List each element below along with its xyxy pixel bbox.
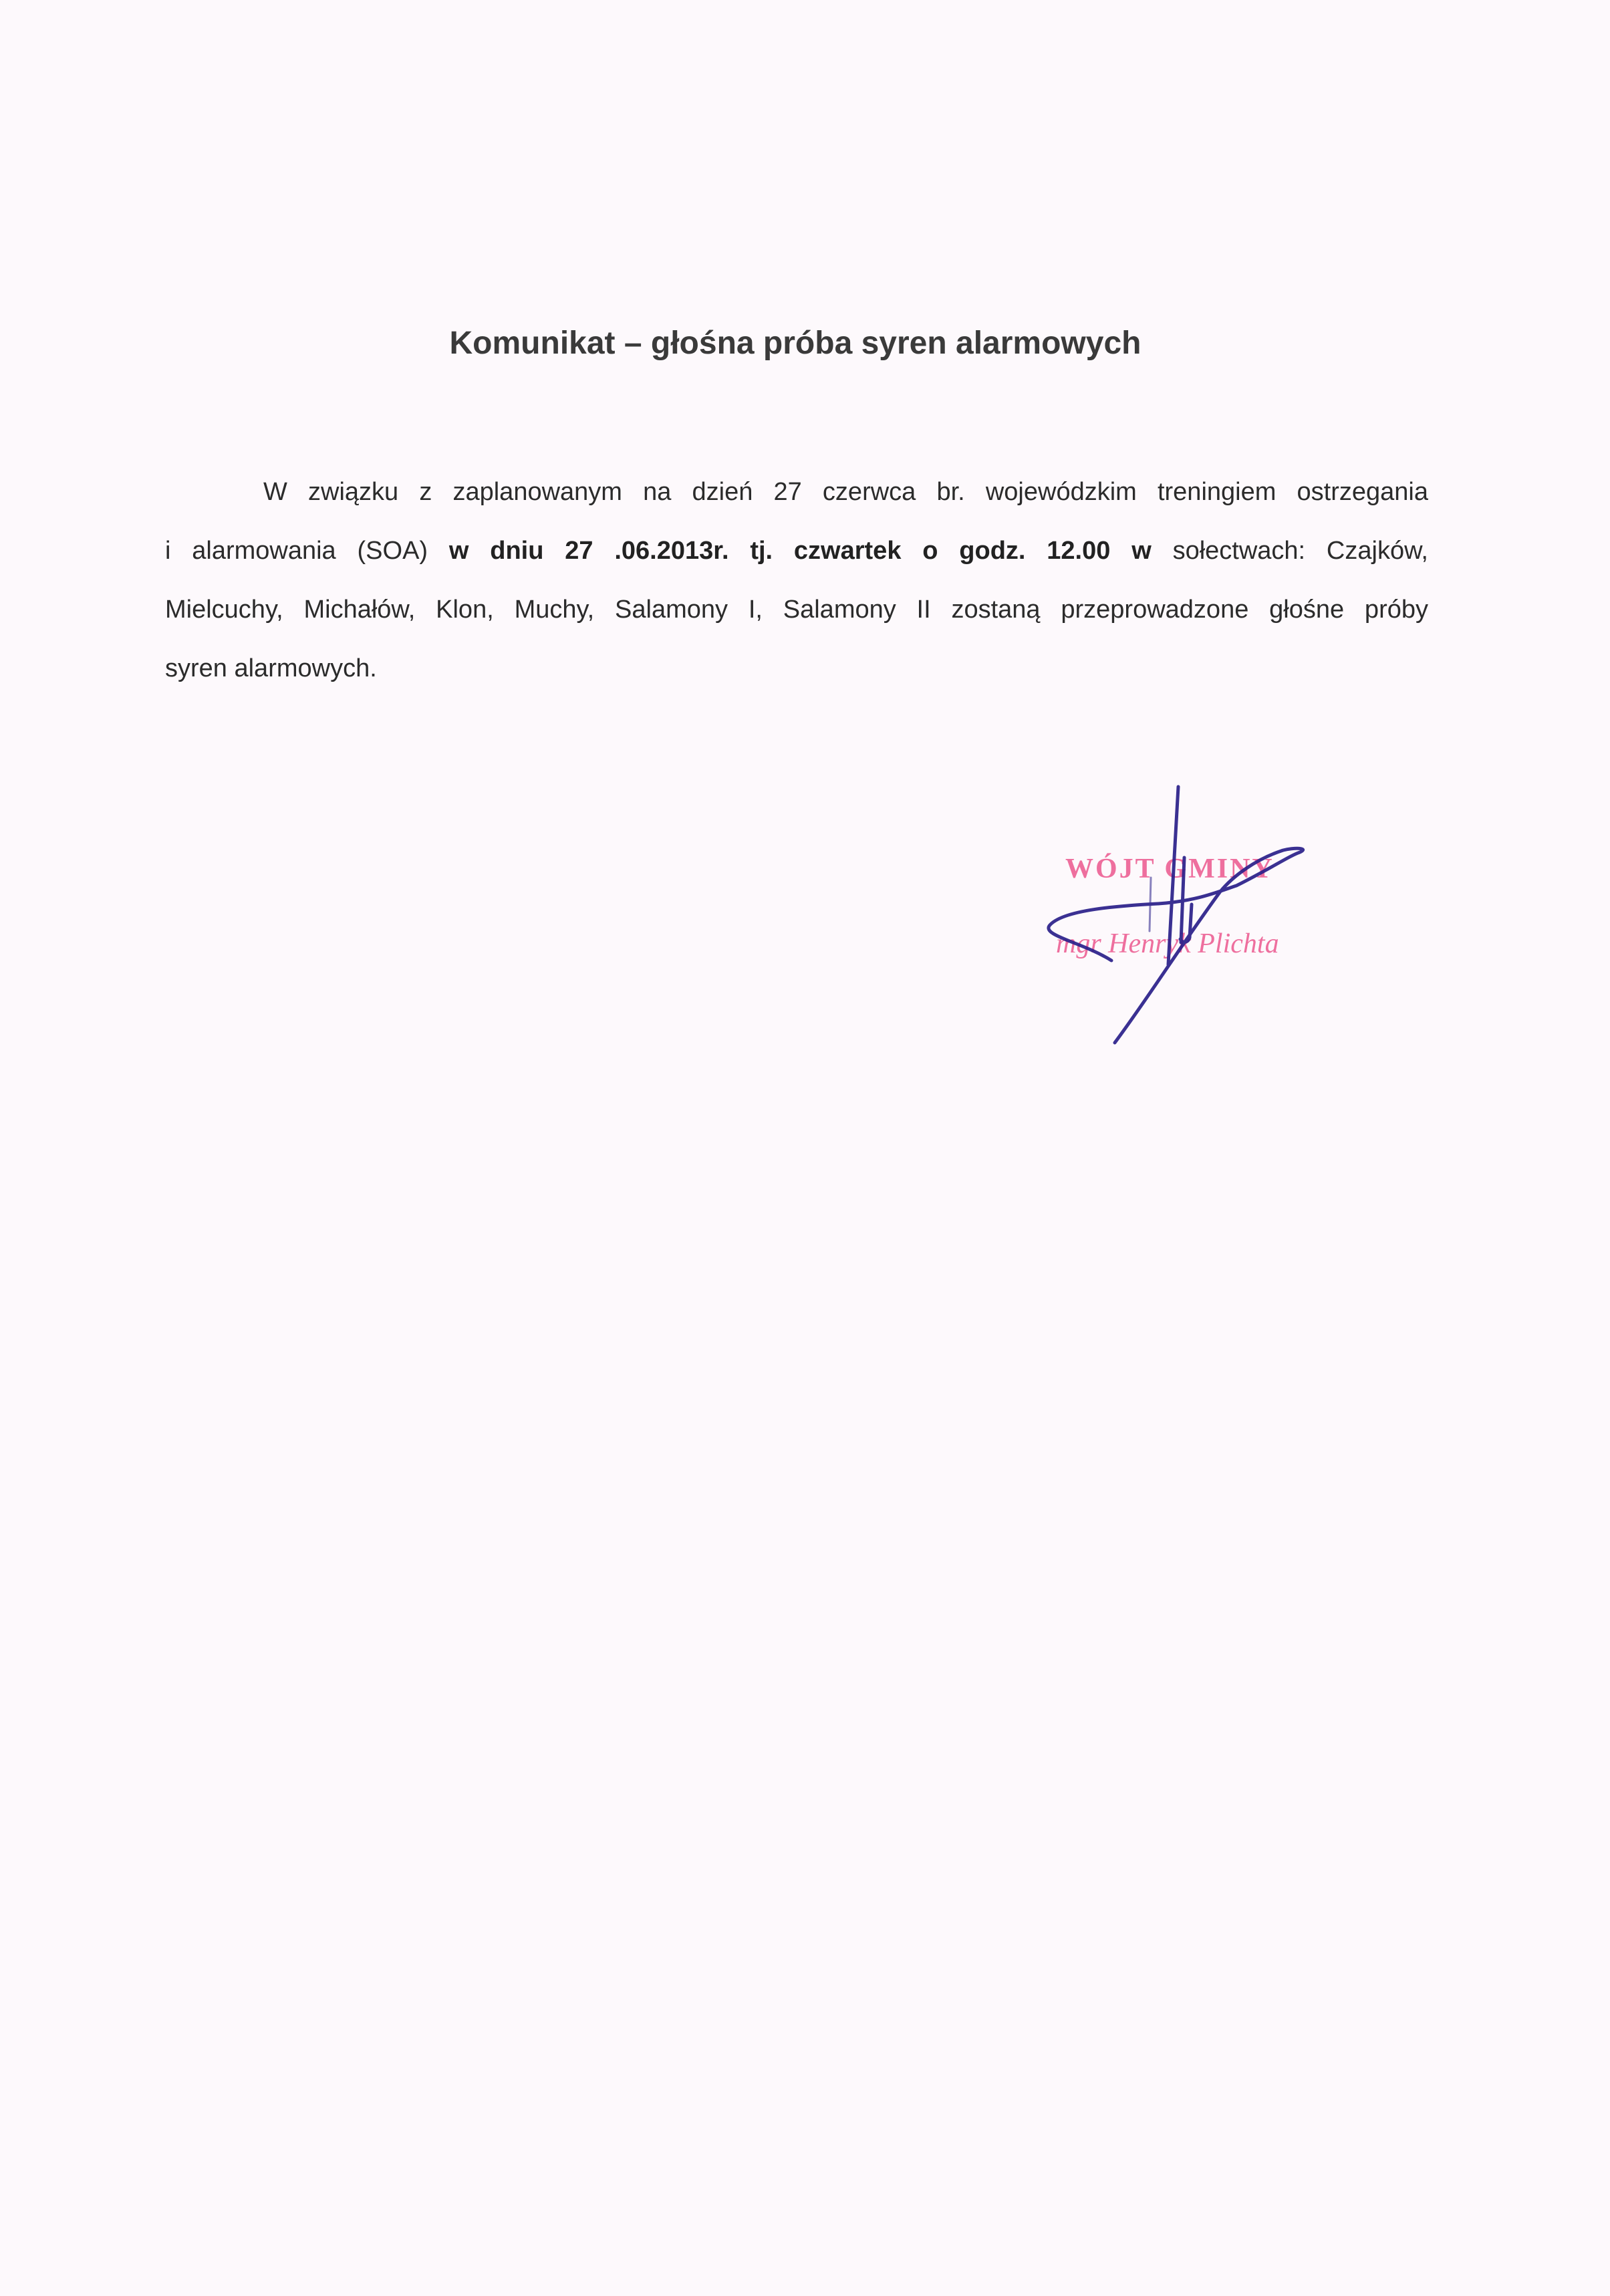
paragraph-line: syren alarmowych. [165, 654, 377, 682]
stamp-name: mgr Henryk Plichta [1056, 928, 1279, 959]
stamp-title: WÓJT GMINY [1065, 854, 1274, 884]
text-segment: i alarmowania (SOA) [165, 537, 449, 565]
paragraph-line: W związku z zaplanowanym na dzień 27 czerwca br. wojewódzkim treningiem ostrzegania [263, 478, 1428, 506]
date-time-emphasis: w dniu 27 .06.2013r. tj. czwartek o godz. 12.00 w [448, 537, 1152, 565]
text-segment: sołectwach: Czajków, [1151, 537, 1428, 565]
paragraph-line: Mielcuchy, Michałów, Klon, Muchy, Salamony I, Salamony II zostaną przeprowadzone głośne próby [165, 596, 1428, 624]
document-title: Komunikat – głośna próba syren alarmowych [449, 326, 1142, 361]
